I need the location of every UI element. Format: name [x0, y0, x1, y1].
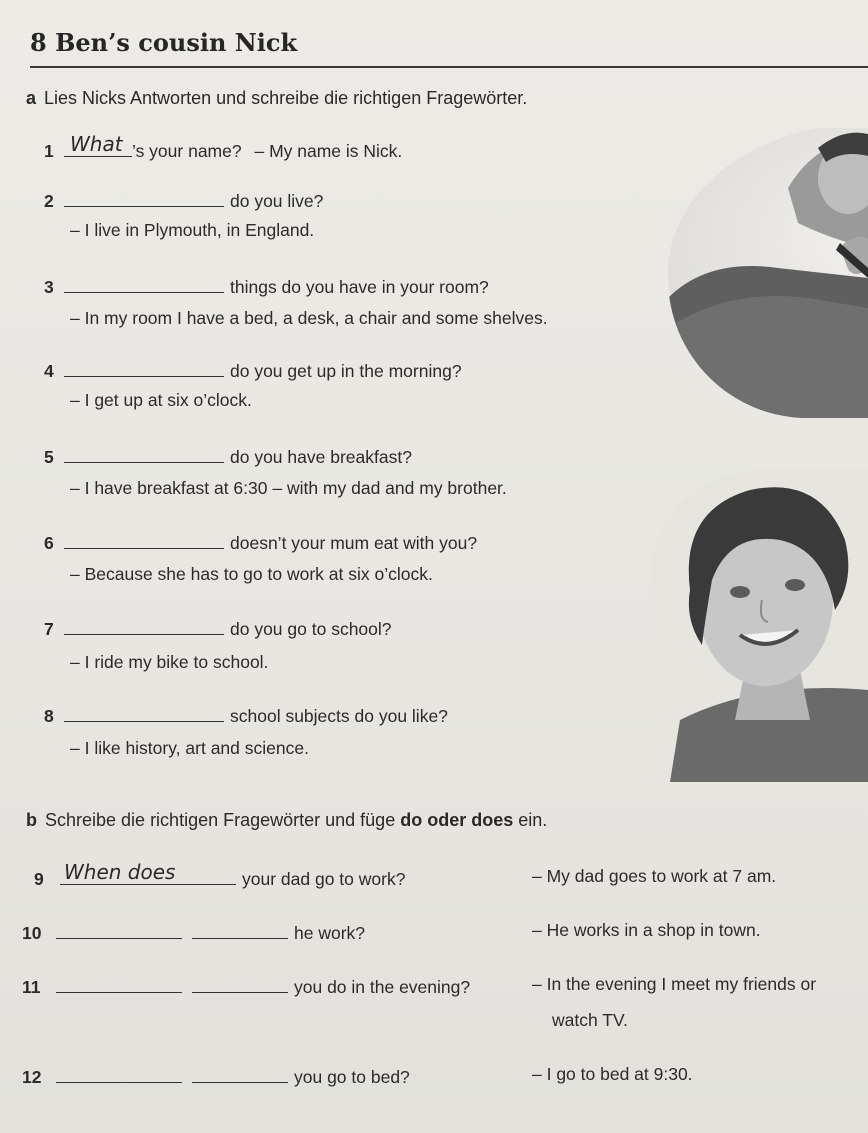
- answer-text-11: – In the evening I meet my friends or: [532, 974, 817, 994]
- answer-blank-3[interactable]: [64, 274, 224, 293]
- question-2: 2 do you live?: [44, 188, 323, 212]
- exercise-heading: Ben’s cousin Nick: [55, 28, 298, 57]
- answer-text-9: – My dad goes to work at 7 am.: [532, 866, 777, 886]
- question-11: 11 you do in the evening?: [22, 974, 470, 998]
- answer-text-2: – I live in Plymouth, in England.: [70, 220, 315, 240]
- boy-thinking-illustration: [668, 128, 868, 418]
- question-4: 4 do you get up in the morning?: [44, 358, 462, 382]
- answer-text-7: – I ride my bike to school.: [70, 652, 269, 672]
- answer-blank-10b[interactable]: [192, 920, 288, 939]
- answer-blank-12b[interactable]: [192, 1064, 288, 1083]
- answer-text-1: – My name is Nick.: [254, 141, 403, 161]
- handwritten-answer-1: What: [70, 132, 123, 156]
- answer-blank-8[interactable]: [64, 703, 224, 722]
- answer-text-6: – Because she has to go to work at six o’clock.: [70, 564, 433, 584]
- handwritten-answer-9: When does: [64, 860, 176, 884]
- question-9: 9 When does your dad go to work?: [34, 860, 406, 889]
- boy-smiling-photo: [650, 470, 868, 782]
- answer-blank-9[interactable]: [60, 860, 236, 885]
- part-b-instruction: b Schreibe die richtigen Fragewörter und füge do oder does ein.: [26, 810, 548, 830]
- answer-text-10: – He works in a shop in town.: [532, 920, 761, 940]
- answer-blank-1[interactable]: [64, 132, 132, 157]
- answer-text-4: – I get up at six o’clock.: [70, 390, 252, 410]
- question-12: 12 you go to bed?: [22, 1064, 410, 1088]
- answer-blank-10a[interactable]: [56, 920, 182, 939]
- title-divider: [30, 66, 868, 68]
- answer-blank-6[interactable]: [64, 530, 224, 549]
- answer-blank-5[interactable]: [64, 444, 224, 463]
- question-7: 7 do you go to school?: [44, 616, 392, 640]
- answer-blank-12a[interactable]: [56, 1064, 182, 1083]
- question-8: 8 school subjects do you like?: [44, 703, 448, 727]
- answer-blank-4[interactable]: [64, 358, 224, 377]
- question-5: 5 do you have breakfast?: [44, 444, 412, 468]
- question-1: 1 What ’s your name? – My name is Nick.: [44, 132, 403, 161]
- exercise-number: 8: [30, 28, 47, 57]
- question-3: 3 things do you have in your room?: [44, 274, 489, 298]
- answer-blank-11b[interactable]: [192, 974, 288, 993]
- answer-text-8: – I like history, art and science.: [70, 738, 309, 758]
- answer-text-12: – I go to bed at 9:30.: [532, 1064, 693, 1084]
- boy-thinking-photo: [668, 128, 868, 418]
- boy-smiling-illustration: [650, 470, 868, 782]
- part-a-instruction: a Lies Nicks Antworten und schreibe die richtigen Fragewörter.: [26, 88, 528, 108]
- question-6: 6 doesn’t your mum eat with you?: [44, 530, 477, 554]
- answer-text-3: – In my room I have a bed, a desk, a chair and some shelves.: [70, 308, 548, 328]
- exercise-title: [30, 28, 297, 57]
- answer-blank-2[interactable]: [64, 188, 224, 207]
- part-a-letter: a: [26, 88, 37, 108]
- part-b-letter: b: [26, 810, 37, 830]
- answer-text-11-cont: watch TV.: [552, 1010, 628, 1030]
- question-10: 10 he work?: [22, 920, 365, 944]
- answer-text-5: – I have breakfast at 6:30 – with my dad and my brother.: [70, 478, 507, 498]
- answer-blank-7[interactable]: [64, 616, 224, 635]
- answer-blank-11a[interactable]: [56, 974, 182, 993]
